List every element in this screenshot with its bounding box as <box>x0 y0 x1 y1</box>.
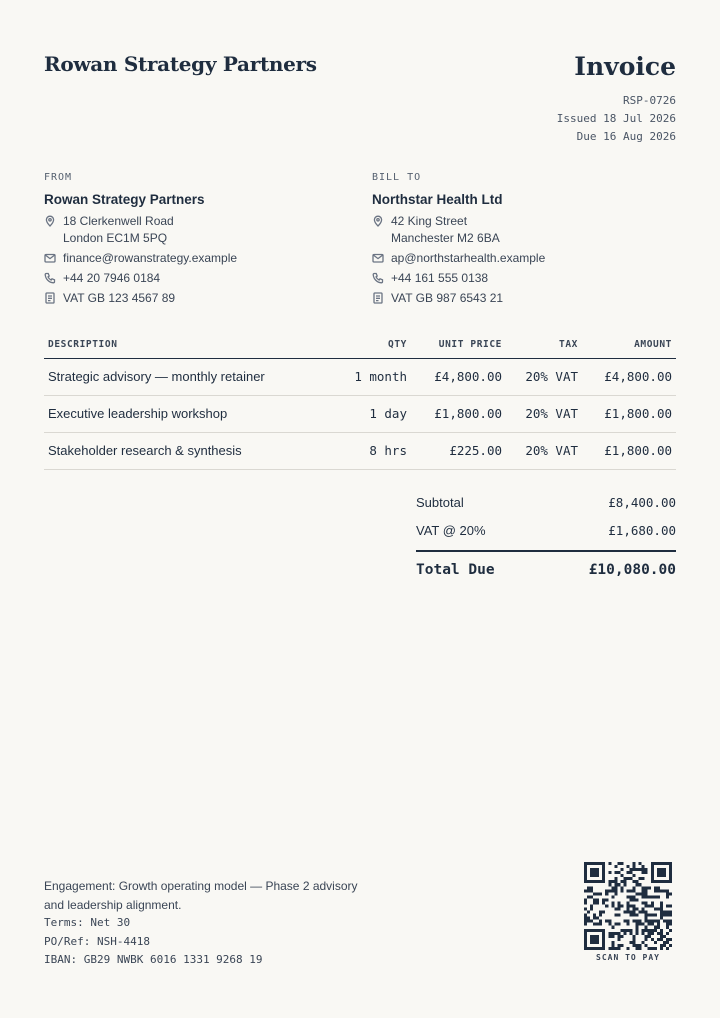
col-qty-header: QTY <box>344 332 411 358</box>
row-qty: 1 day <box>344 395 411 432</box>
footer-notes <box>44 877 384 970</box>
from-label: FROM <box>44 172 73 183</box>
row-amount: £4,800.00 <box>582 358 676 395</box>
bill-to-block <box>372 172 672 310</box>
iban: IBAN: GB29 NWBK 6016 1331 9268 19 <box>44 953 263 966</box>
row-amount: £1,800.00 <box>582 432 676 469</box>
bill-to-phone: +44 161 555 0138 <box>391 271 489 285</box>
invoice-title: Invoice <box>574 52 676 81</box>
qr-caption: SCAN TO PAY <box>596 953 660 962</box>
phone-icon <box>44 270 63 284</box>
bill-to-email-row <box>372 250 672 267</box>
payment-terms: Terms: Net 30 <box>44 916 131 929</box>
subtotal-label: Subtotal <box>416 494 464 510</box>
table-row <box>44 395 676 432</box>
row-qty: 8 hrs <box>344 432 411 469</box>
bill-to-address-line1: 42 King Street <box>391 214 468 228</box>
row-description: Executive leadership workshop <box>44 395 344 432</box>
from-email: finance@rowanstrategy.example <box>63 251 238 265</box>
engagement-line2: and leadership alignment. <box>44 897 182 912</box>
vat-row <box>416 516 676 544</box>
row-unit-price: £1,800.00 <box>411 395 506 432</box>
from-address <box>44 213 344 247</box>
from-phone-row <box>44 270 344 287</box>
invoice-number: RSP-0726 <box>623 94 676 107</box>
total-due-row <box>416 552 676 588</box>
bill-to-address-line2: Manchester M2 6BA <box>391 231 500 245</box>
from-address-line1: 18 Clerkenwell Road <box>63 214 174 228</box>
from-address-line2: London EC1M 5PQ <box>63 231 168 245</box>
phone-icon <box>372 270 391 284</box>
bill-to-email: ap@northstarhealth.example <box>391 251 546 265</box>
from-vat: VAT GB 123 4567 89 <box>63 291 176 305</box>
bill-to-vat-row <box>372 290 672 307</box>
bill-to-name: Northstar Health Ltd <box>372 192 503 207</box>
total-due-label: Total Due <box>416 562 495 578</box>
issue-date: Issued 18 Jul 2026 <box>556 112 676 125</box>
col-amount-header: AMOUNT <box>582 332 676 358</box>
from-phone: +44 20 7946 0184 <box>63 271 161 285</box>
vat-value: £1,680.00 <box>608 522 676 538</box>
row-tax: 20% VAT <box>506 395 582 432</box>
location-pin-icon <box>44 213 63 227</box>
bill-to-vat: VAT GB 987 6543 21 <box>391 291 504 305</box>
mail-icon <box>372 250 391 264</box>
document-icon <box>372 290 391 304</box>
subtotal-value: £8,400.00 <box>608 494 676 510</box>
from-name: Rowan Strategy Partners <box>44 192 205 207</box>
subtotal-row <box>416 488 676 516</box>
row-tax: 20% VAT <box>506 432 582 469</box>
row-tax: 20% VAT <box>506 358 582 395</box>
totals-block <box>416 488 676 588</box>
row-qty: 1 month <box>344 358 411 395</box>
row-description: Strategic advisory — monthly retainer <box>44 358 344 395</box>
table-header-row <box>44 332 676 358</box>
vat-label: VAT @ 20% <box>416 522 486 538</box>
table-row <box>44 358 676 395</box>
row-amount: £1,800.00 <box>582 395 676 432</box>
bill-to-phone-row <box>372 270 672 287</box>
table-row <box>44 432 676 469</box>
total-due-value: £10,080.00 <box>588 562 676 578</box>
invoice-meta <box>557 92 676 146</box>
qr-code-icon[interactable] <box>584 862 672 950</box>
bill-to-address <box>372 213 672 247</box>
line-items-table <box>44 332 676 470</box>
col-tax-header: TAX <box>506 332 582 358</box>
po-reference: PO/Ref: NSH-4418 <box>44 934 150 948</box>
location-pin-icon <box>372 213 391 227</box>
due-date: Due 16 Aug 2026 <box>576 130 676 143</box>
engagement-line1: Engagement: Growth operating model — Phase 2 advisory <box>44 879 358 893</box>
from-vat-row <box>44 290 344 307</box>
company-name: Rowan Strategy Partners <box>44 52 317 76</box>
from-block <box>44 172 344 310</box>
document-icon <box>44 290 63 304</box>
col-description-header: DESCRIPTION <box>44 332 344 358</box>
col-unit-price-header: UNIT PRICE <box>411 332 506 358</box>
from-email-row <box>44 250 344 267</box>
row-unit-price: £225.00 <box>411 432 506 469</box>
bill-to-label: BILL TO <box>372 172 422 183</box>
row-description: Stakeholder research & synthesis <box>44 432 344 469</box>
row-unit-price: £4,800.00 <box>411 358 506 395</box>
mail-icon <box>44 250 63 264</box>
